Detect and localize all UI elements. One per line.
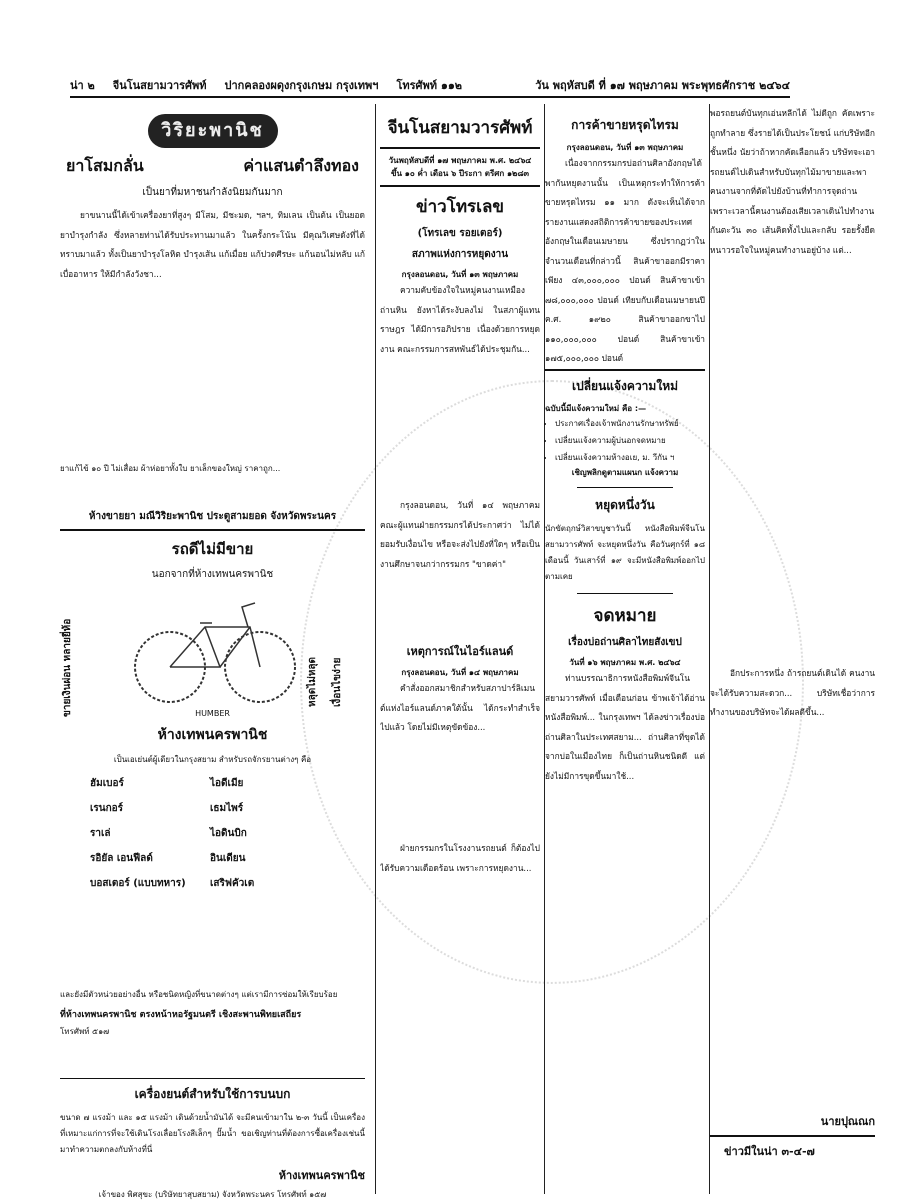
bike-ad-address: ที่ห้างเทพนครพานิช ตรงหน้าหอรัฐมนตรี เชิงสะพานพิทยเสถียร <box>60 1010 302 1020</box>
story-body: พอรถยนต์บันทุกเอ่นหลีกได้ ไม่ดีถูก คัดเพราะถูกทำลาย ซึ่งรายได้เป็นประโยชน์ แก่บริษัทอีกชั้นหนึ่ง นัยว่าถ้าหากคัดเลือกแล้ว บริษัทจะเอารถยนต์ไปเดินสำหรับบันทุกไม้มาขายและพาคนงานจากที่ตัดไปยังบ้านที่ทำการจุดถ่าน เพราะเวลานี้คนงานต้องเสียเวลาเดินไปทำงานกันตะวัน ๓๐ เส้นคิดทั้งไปและกลับ รอยรั้งยืดหนาวรอใจในหมู่คนทำงานอยู่บ้าง แต่... <box>710 108 875 255</box>
engine-ad-body: ขนาด ๗ แรงม้า และ ๑๕ แรงม้า เดินด้วยน้ำมันได้ จะมีคนเข้ามาใน ๒-๓ วันนี้ เป็นเครื่องที่เหมาะแก่การที่จะใช้เดินโรงเลื่อยโรงสีเล็กๆ ปั๊มน้ำ ขอเชิญท่านที่ต้องการซื้อเครื่องเช่นนี้ มาทำความตกลงกับห้างที่นี่ <box>60 1113 365 1154</box>
notice-item: • เปลี่ยนแจ้งความผู้บ่นอกจดหมาย <box>555 432 705 449</box>
bike-ad-side-left: ขายเงินผ่อน หลายยี่ห้อ <box>62 618 73 717</box>
ad-headline <box>60 154 365 179</box>
bike-shop-name: ห้างเทพนครพานิช <box>157 727 268 743</box>
ad-headline-right: ค่าแสนตำลึงทอง <box>243 156 359 175</box>
bike-ad-note: และยังมีตัวหน่วยอย่างอื่น หรือชนิดหญิงที่ขนาดต่างๆ แต่เรามีการซ่อมให้เรียบร้อย <box>60 990 338 999</box>
column-continued <box>706 104 879 1160</box>
notice-item: • ประกาศเรื่องเจ้าพนักงานรักษาทรัพย์ <box>555 415 705 432</box>
ad-headline-left: ยาโสมกลั่น <box>66 156 144 175</box>
brand-item: เธมไพร์ <box>210 803 244 814</box>
brand-item: ไอดีเมีย <box>210 778 244 789</box>
divider <box>380 147 540 149</box>
ad-body: ยาขนานนี้ได้เข้าเครื่องยาที่สูงๆ มีโสม, มีชะมด, ฯลฯ, ทิมเลน เป็นต้น เป็นยอดยาบำรุงกำลัง ซึ่งหลายท่านได้รับประทานมาแล้ว ในครั้งกระโน้น มีคุณวิเศษดังที่ได้ทราบมาแล้ว ทั้งเป็นยาบำรุงโลหิต บำรุงเส้น แก้เมื่อย แก้ปวดศีรษะ แก้นอนไม่หลับ แก้เบื่ออาหาร ให้มีกำลังวังชา... <box>60 210 365 279</box>
engine-ad-footer: เจ้าของ พิศสุขะ (บริษัทยาสุบสยาม) จังหวัดพระนคร โทรศัพท์ ๑๕๗ <box>98 1190 327 1199</box>
ad-subtitle: เป็นยาที่มหาชนกำลังนิยมกันมาก <box>142 187 283 198</box>
bike-ad-phone: โทรศัพท์ ๕๑๗ <box>60 1027 110 1036</box>
story-title: การค้าขายหรุดไทรม <box>571 118 679 132</box>
bike-ad-headline: รถดีไม่มีขาย <box>171 540 254 558</box>
news-title: ข่าวโทรเลข <box>415 197 505 217</box>
letter-body: ท่านบรรณาธิการหนังสือพิมพ์จีนโนสยามวารศัพท์ เมื่อเดือนก่อน ข้าพเจ้าได้อ่านหนังสือพิมพ์... ในกรุงเทพฯ ได้ลงข่าวเรื่องบ่อถ่านศิลาในประเทศสยาม... ถ่านศิลาที่ขุดได้จากบ่อในเมืองไทย ก็เป็นถ่านหินชนิดดี แต่ยังไม่มีการขุดขึ้นมาใช้... <box>545 673 705 781</box>
letter-signature: นายปุณณก <box>820 1115 875 1128</box>
divider <box>380 185 540 187</box>
divider <box>710 1135 875 1137</box>
brand-item: เสริฟคัวเต <box>210 878 255 889</box>
letter-title: จดหมาย <box>593 606 657 626</box>
engine-ad-signature: ห้างเทพนครพานิช <box>278 1169 365 1182</box>
phone: โทรศัพท์ ๑๑๒ <box>396 79 463 92</box>
divider <box>60 529 365 531</box>
brand-item: อินเดียน <box>210 853 246 864</box>
notice-list <box>545 415 705 466</box>
story-title: เหตุการณ์ในไอร์แลนด์ <box>406 645 514 658</box>
bicycle-ad <box>60 537 365 889</box>
brand-item: ราเล่ <box>90 828 111 839</box>
dateline-lunar: ขึ้น ๑๐ ค่ำ เดือน ๖ ปีระกา ตรีศก ๑๒๘๓ <box>391 169 529 178</box>
issue-date: วัน พฤหัสบดี ที่ ๑๗ พฤษภาคม พระพุทธศักราช ๒๔๖๔ <box>535 79 790 92</box>
notice-intro: ฉบับนี้มีแจ้งความใหม่ คือ :— <box>545 404 647 413</box>
dateline-gregorian: วันพฤหัสบดีที่ ๑๗ พฤษภาคม พ.ศ. ๒๔๖๔ <box>388 156 532 165</box>
story-dateline: กรุงลอนดอน, วันที่ ๑๔ พฤษภาคม <box>401 668 519 677</box>
bike-ad-side-right-2: เงื่อนไขง่าย <box>332 657 343 707</box>
news-subtitle: (โทรเลข รอยเตอร์) <box>417 228 503 239</box>
divider <box>577 487 673 488</box>
column-trade-news <box>541 104 710 1194</box>
story-body: คำสั่งออกสมาชิกสำหรับสภาปาร์ลิเมนต์แห่งไอร์แลนด์ภาคใต้นั้น ได้กระทำสำเร็จไปแล้ว โดยไม่มีเหตุขัดข้อง... <box>380 683 540 732</box>
address: ปากคลองผดุงกรุงเกษม กรุงเทพฯ <box>224 79 379 92</box>
shop-logo: วิริยะพานิช <box>148 114 278 148</box>
brand-item: ไอดินบิก <box>210 828 247 839</box>
story-dateline: กรุงลอนดอน, วันที่ ๑๓ พฤษภาคม <box>566 143 684 152</box>
story-body: เนื่องจากกรรมกรบ่อถ่านศิลาอังกฤษได้พากันหยุดงานนั้น เป็นเหตุกระทำให้การค้าขายหรุดไทรม ๑๑ มาก ดังจะเห็นได้จากรายงานแสดงสถิติการค้าขายของประเทศอังกฤษในเดือนเมษายน ซึ่งปรากฏว่าในจำนวนเดือนที่กล่าวนี้ สินค้าขาออกมีราคาเพียง ๔๓,๐๐๐,๐๐๐ ปอนด์ สินค้าขาเข้า ๗๘,๐๐๐,๐๐๐ ปอนด์ เทียบกับเดือนเมษายนปี ค.ศ. ๑๙๒๐ สินค้าขาออกขาไป ๑๑๐,๐๐๐,๐๐๐ ปอนด์ สินค้าขาเข้า ๑๗๕,๐๐๐,๐๐๐ ปอนด์ <box>545 158 705 363</box>
bike-ad-side-right-1: หลุดไม่หลุด <box>307 656 318 707</box>
bike-ad-tagline: นอกจากที่ห้างเทพนครพานิช <box>151 569 274 580</box>
divider <box>577 593 673 594</box>
story-body: อีกประการหนึ่ง ถ้ารถยนต์เดินได้ คนงานจะได้รับความสะดวก... บริษัทเชื่อว่าการทำงานของบริษัทจะได้ผลดีขึ้น... <box>710 668 875 717</box>
story-body: กรุงลอนดอน, วันที่ ๑๔ พฤษภาคม คณะผู้แทนฝ่ายกรรมกรได้ประกาศว่า ไม่ได้ยอมรับเงื่อนไข หรือจะส่งไปยังที่ใดๆ หรือเป็นงานศึกษาจนกว่ากรรมกร "ขาดค่า" <box>380 500 540 569</box>
paper-title: จีนโนสยามวารศัพท์ <box>387 118 533 138</box>
column-advertisements <box>60 104 365 1201</box>
holiday-title: หยุดหนึ่งวัน <box>595 498 655 512</box>
letter-dateline: วันที่ ๑๖ พฤษภาคม พ.ศ. ๒๔๖๔ <box>569 658 681 667</box>
page-number: น่า ๒ <box>70 79 95 92</box>
notice-title: เปลี่ยนแจ้งความใหม่ <box>571 379 679 393</box>
brand-label: HUMBER <box>195 709 230 718</box>
brand-item: บอสเตอร์ (แบบทหาร) <box>90 878 186 889</box>
paper-name: จีนโนสยามวารศัพท์ <box>112 79 207 92</box>
engine-ad-title: เครื่องยนต์สำหรับใช้การบนบก <box>134 1087 291 1101</box>
divider <box>545 369 705 371</box>
story-body: ฝ่ายกรรมกรในโรงงานรถยนต์ ก็ต้องไปได้รับความเดือดร้อน เพราะการหยุดงาน... <box>380 843 540 873</box>
shop-line: ห้างขายยา มณีวิริยะพานิช ประตูสามยอด จังหวัดพระนคร <box>88 511 337 522</box>
notice-item: • เปลี่ยนแจ้งความห้างอเย, ม. วีกัน ฯ <box>555 449 705 466</box>
brand-item: ฮัมเบอร์ <box>90 778 124 789</box>
bike-ad-intro: เป็นเอเย่นต์ผู้เดียวในกรุงสยาม สำหรับรถจักรยานต่างๆ คือ <box>113 755 312 764</box>
brand-item: รอิยัล เอนฟีลด์ <box>90 853 153 864</box>
letter-subtitle: เรื่องบ่อถ่านศิลาไทยสังเขป <box>568 637 682 648</box>
divider <box>60 1078 365 1079</box>
story-title: สภาพแห่งการหยุดงาน <box>411 249 509 260</box>
column-telegraph-news <box>375 104 545 1194</box>
bicycle-icon <box>130 597 300 707</box>
notice-footer: เชิญพลิกดูตามแผนก แจ้งความ <box>571 468 679 477</box>
story-body: ความคับข้องใจในหมู่คนงานเหมืองถ่านหิน ยังหาได้ระงับลงไม่ ในสภาผู้แทนราษฎร ได้มีการอภิปราย เนื่องด้วยการหยุดงาน คณะกรรมการสหพันธ์ได้ประชุมกัน... <box>380 285 540 354</box>
continued-note: ข่าวมีในน่า ๓-๔-๗ <box>724 1145 815 1158</box>
masthead <box>70 74 790 98</box>
brand-item: เรนกอร์ <box>90 803 124 814</box>
bike-brand-list <box>60 776 365 891</box>
ad-footnote: ยาแก้ไข้ ๑๐ ปี ไม่เสื่อม ผ้าห่อยาทั้งใบ ยาเล็กของใหญ่ ราคาถูก... <box>60 464 281 473</box>
holiday-body: นักขัตฤกษ์วิสาขบูชาวันนี้ หนังสือพิมพ์จีนโนสยามวารศัพท์ จะหยุดหนึ่งวัน คือวันศุกร์ที่ ๑๘ เดือนนี้ วันเสาร์ที่ ๑๙ จะมีหนังสือพิมพ์ออกไปตามเคย <box>545 524 705 581</box>
story-dateline: กรุงลอนดอน, วันที่ ๑๓ พฤษภาคม <box>401 270 519 279</box>
